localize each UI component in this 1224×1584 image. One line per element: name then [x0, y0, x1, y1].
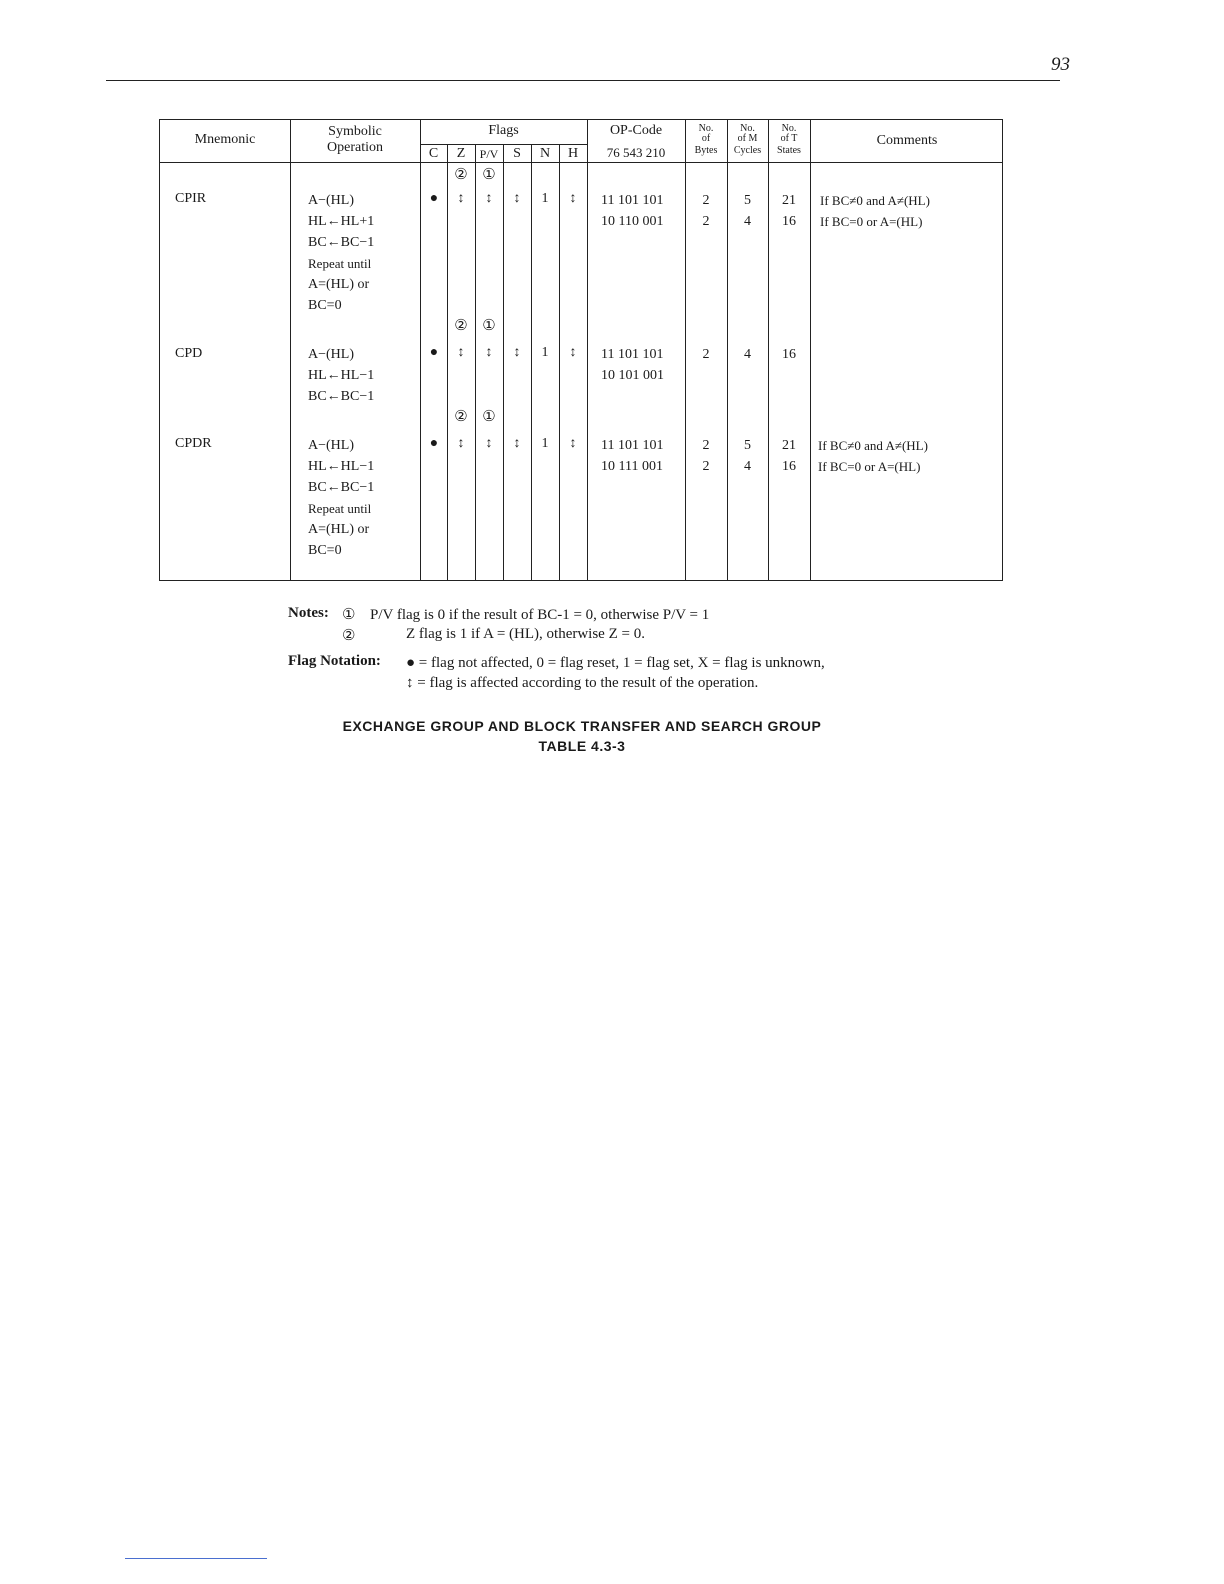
mcycles-value: 4: [744, 214, 751, 229]
comment-line: If BC≠0 and A≠(HL): [818, 438, 928, 453]
header-mcycles-2: of M: [737, 133, 758, 144]
mnemonic-cpd: CPD: [175, 346, 203, 361]
header-bytes-3: Bytes: [694, 145, 718, 156]
mcycles-value: 4: [744, 347, 751, 362]
flag-pv: ↕: [485, 345, 493, 360]
note2-text: Z flag is 1 if A = (HL), otherwise Z = 0.: [406, 626, 645, 642]
header-symbolic: Symbolic: [328, 124, 382, 139]
tstates-value: 21: [782, 438, 796, 453]
bytes-value: 2: [702, 214, 710, 229]
flag-notation-line1: ● = flag not affected, 0 = flag reset, 1 = flag set, X = flag is unknown,: [406, 655, 825, 671]
operation-line: HL←HL+1: [308, 214, 375, 229]
header-opcode: OP-Code: [609, 123, 663, 138]
header-flag-h: H: [567, 146, 579, 161]
flag-n: 1: [541, 436, 549, 451]
operation-line: A=(HL) or: [308, 277, 370, 292]
col-divider: [447, 144, 448, 580]
comment-line: If BC≠0 and A≠(HL): [820, 193, 930, 208]
operation-line: A=(HL) or: [308, 522, 370, 537]
header-flags: Flags: [488, 123, 519, 138]
col-divider: [290, 120, 291, 580]
notes-label: Notes:: [288, 605, 329, 621]
table-caption-title: EXCHANGE GROUP AND BLOCK TRANSFER AND SEARCH GROUP: [342, 718, 822, 734]
bytes-value: 2: [702, 459, 710, 474]
flag-c: ●: [429, 191, 439, 206]
pv-note-marker: ①: [482, 318, 496, 334]
header-operation: Operation: [327, 140, 383, 155]
flags-subheader-rule: [421, 144, 587, 145]
flag-n: 1: [541, 191, 549, 206]
opcode-line: 10 111 001: [601, 459, 663, 474]
mnemonic-cpdr: CPDR: [175, 436, 212, 451]
note1-text: P/V flag is 0 if the result of BC-1 = 0, otherwise P/V = 1: [370, 607, 710, 623]
flag-s: ↕: [513, 436, 521, 451]
mnemonic-cpir: CPIR: [175, 191, 207, 206]
flag-z: ↕: [457, 436, 465, 451]
opcode-line: 11 101 101: [601, 438, 664, 453]
flag-s: ↕: [513, 191, 521, 206]
header-mcycles-3: Cycles: [733, 145, 762, 156]
col-divider: [587, 120, 588, 580]
flag-s: ↕: [513, 345, 521, 360]
operation-line: BC←BC−1: [308, 389, 375, 404]
tstates-value: 16: [782, 214, 796, 229]
flag-z: ↕: [457, 191, 465, 206]
header-flag-c: C: [428, 146, 439, 161]
note2-marker: ②: [342, 628, 356, 644]
table-caption-number: TABLE 4.3-3: [538, 738, 626, 754]
operation-line: Repeat until: [308, 256, 372, 271]
flag-pv: ↕: [485, 191, 493, 206]
header-opcode-bits: 76 543 210: [606, 145, 666, 160]
operation-line: BC←BC−1: [308, 480, 375, 495]
flag-h: ↕: [569, 436, 577, 451]
flag-pv: ↕: [485, 436, 493, 451]
comment-line: If BC=0 or A=(HL): [818, 459, 921, 474]
col-divider: [810, 120, 811, 580]
operation-line: A−(HL): [308, 347, 354, 362]
header-tstates-3: States: [777, 145, 801, 156]
header-tstates-2: of T: [780, 133, 798, 144]
header-flag-s: S: [513, 146, 521, 161]
tstates-value: 21: [782, 193, 796, 208]
mcycles-value: 4: [744, 459, 751, 474]
operation-line: HL←HL−1: [308, 368, 375, 383]
header-bytes-2: of: [701, 133, 711, 144]
flag-c: ●: [429, 436, 439, 451]
header-comments: Comments: [876, 133, 938, 148]
flag-h: ↕: [569, 345, 577, 360]
flag-notation-label: Flag Notation:: [288, 653, 381, 669]
header-rule: [106, 80, 1060, 81]
operation-line: HL←HL−1: [308, 459, 375, 474]
operation-line: BC=0: [308, 543, 342, 558]
comment-line: If BC=0 or A=(HL): [820, 214, 923, 229]
instruction-table: [159, 119, 1003, 581]
bytes-value: 2: [702, 438, 710, 453]
z-note-marker: ②: [454, 167, 468, 183]
header-tstates-1: No.: [781, 123, 797, 134]
header-flag-pv: P/V: [479, 147, 499, 161]
flag-z: ↕: [457, 345, 465, 360]
page-number: 93: [1051, 54, 1070, 75]
operation-line: Repeat until: [308, 501, 372, 516]
col-divider: [531, 144, 532, 580]
header-flag-n: N: [539, 146, 551, 161]
header-mnemonic: Mnemonic: [194, 132, 256, 147]
opcode-line: 11 101 101: [601, 347, 664, 362]
note1-marker: ①: [342, 607, 356, 623]
z-note-marker: ②: [454, 318, 468, 334]
header-bottom-rule: [160, 162, 1002, 163]
operation-line: BC=0: [308, 298, 342, 313]
opcode-line: 11 101 101: [601, 193, 664, 208]
pv-note-marker: ①: [482, 409, 496, 425]
mcycles-value: 5: [744, 438, 751, 453]
tstates-value: 16: [782, 347, 796, 362]
operation-line: BC←BC−1: [308, 235, 375, 250]
header-flag-z: Z: [456, 146, 466, 161]
opcode-line: 10 110 001: [601, 214, 664, 229]
col-divider: [475, 144, 476, 580]
pv-note-marker: ①: [482, 167, 496, 183]
col-divider: [559, 144, 560, 580]
opcode-line: 10 101 001: [601, 368, 664, 383]
bytes-value: 2: [702, 193, 710, 208]
footer-rule: [125, 1558, 267, 1559]
mcycles-value: 5: [744, 193, 751, 208]
z-note-marker: ②: [454, 409, 468, 425]
operation-line: A−(HL): [308, 193, 354, 208]
bytes-value: 2: [702, 347, 710, 362]
flag-c: ●: [429, 345, 439, 360]
tstates-value: 16: [782, 459, 796, 474]
col-divider: [503, 144, 504, 580]
flag-n: 1: [541, 345, 549, 360]
header-bytes-1: No.: [698, 123, 714, 134]
flag-notation-line2: ↕ = flag is affected according to the result of the operation.: [406, 675, 759, 691]
flag-h: ↕: [569, 191, 577, 206]
header-mcycles-1: No.: [740, 123, 755, 134]
operation-line: A−(HL): [308, 438, 354, 453]
